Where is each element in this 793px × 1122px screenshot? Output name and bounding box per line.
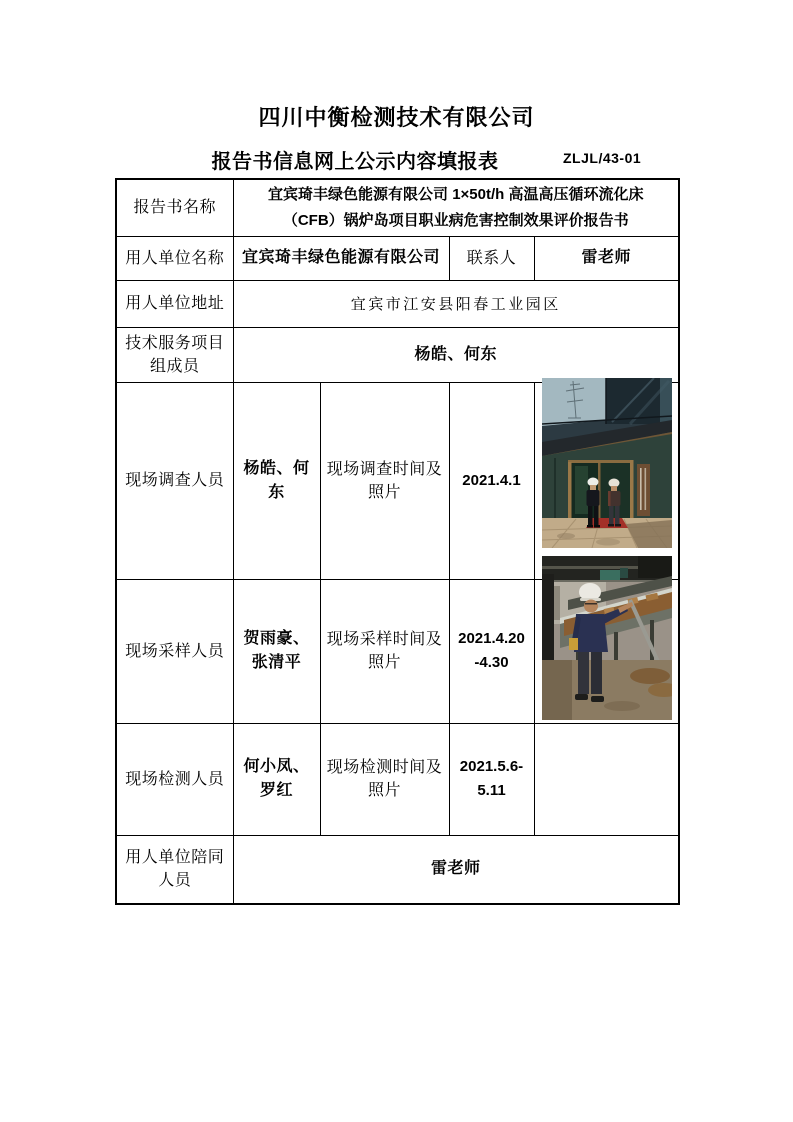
sampling-date-line1: 2021.4.20 xyxy=(458,630,525,647)
team-label: 技术服务项目组成员 xyxy=(116,327,233,382)
team-value: 杨皓、何东 xyxy=(233,327,679,382)
row-report-name xyxy=(116,179,679,236)
escort-label: 用人单位陪同人员 xyxy=(116,835,233,904)
row-testing xyxy=(116,723,679,835)
testing-date-line1: 2021.5.6- xyxy=(459,758,524,775)
survey-names: 杨皓、何东 xyxy=(233,382,320,579)
survey-time-label: 现场调查时间及照片 xyxy=(320,382,449,579)
site-sampling-photo xyxy=(542,556,672,720)
address-label: 用人单位地址 xyxy=(116,280,233,327)
building-entrance-scene xyxy=(542,378,672,548)
sampling-label: 现场采样人员 xyxy=(116,579,233,723)
report-name-label: 报告书名称 xyxy=(116,179,233,236)
contact-name: 雷老师 xyxy=(534,236,679,280)
address-value: 宜宾市江安县阳春工业园区 xyxy=(233,280,679,327)
testing-label: 现场检测人员 xyxy=(116,723,233,835)
bronze-door-frame xyxy=(568,460,634,519)
testing-time-label: 现场检测时间及照片 xyxy=(320,723,449,835)
testing-date-line2: 5.11 xyxy=(477,782,506,799)
report-name-line1: 宜宾琦丰绿色能源有限公司 1×50t/h 高温高压循环流化床 xyxy=(268,185,644,203)
row-team xyxy=(116,327,679,382)
dirt-floor xyxy=(542,660,672,720)
survey-date xyxy=(449,382,534,579)
survey-label: 现场调查人员 xyxy=(116,382,233,579)
testing-names: 何小凤、罗红 xyxy=(233,723,320,835)
sampling-date xyxy=(449,579,534,723)
yellow-notebook xyxy=(569,638,578,650)
contact-label: 联系人 xyxy=(449,236,534,280)
conveyor-scene xyxy=(542,556,672,720)
row-address xyxy=(116,280,679,327)
testing-photo-cell xyxy=(534,723,679,835)
company-title: 四川中衡检测技术有限公司 xyxy=(258,105,535,130)
row-employer xyxy=(116,236,679,280)
sampling-time-label: 现场采样时间及照片 xyxy=(320,579,449,723)
form-code: ZLJL/43-01 xyxy=(563,150,642,166)
sampling-names: 贺雨豪、张清平 xyxy=(233,579,320,723)
site-survey-photo xyxy=(542,378,672,548)
survey-date-line1: 2021.4.1 xyxy=(462,471,521,489)
sampling-date-line2: -4.30 xyxy=(474,654,509,671)
form-title: 报告书信息网上公示内容填报表 xyxy=(211,151,499,173)
escort-value: 雷老师 xyxy=(233,835,679,904)
employer-label: 用人单位名称 xyxy=(116,236,233,280)
testing-date xyxy=(449,723,534,835)
entrance-sign xyxy=(637,464,650,516)
report-name-value xyxy=(233,179,679,236)
report-name-line2: （CFB）锅炉岛项目职业病危害控制效果评价报告书 xyxy=(282,211,629,229)
row-escort xyxy=(116,835,679,904)
employer-value: 宜宾琦丰绿色能源有限公司 xyxy=(233,236,449,280)
